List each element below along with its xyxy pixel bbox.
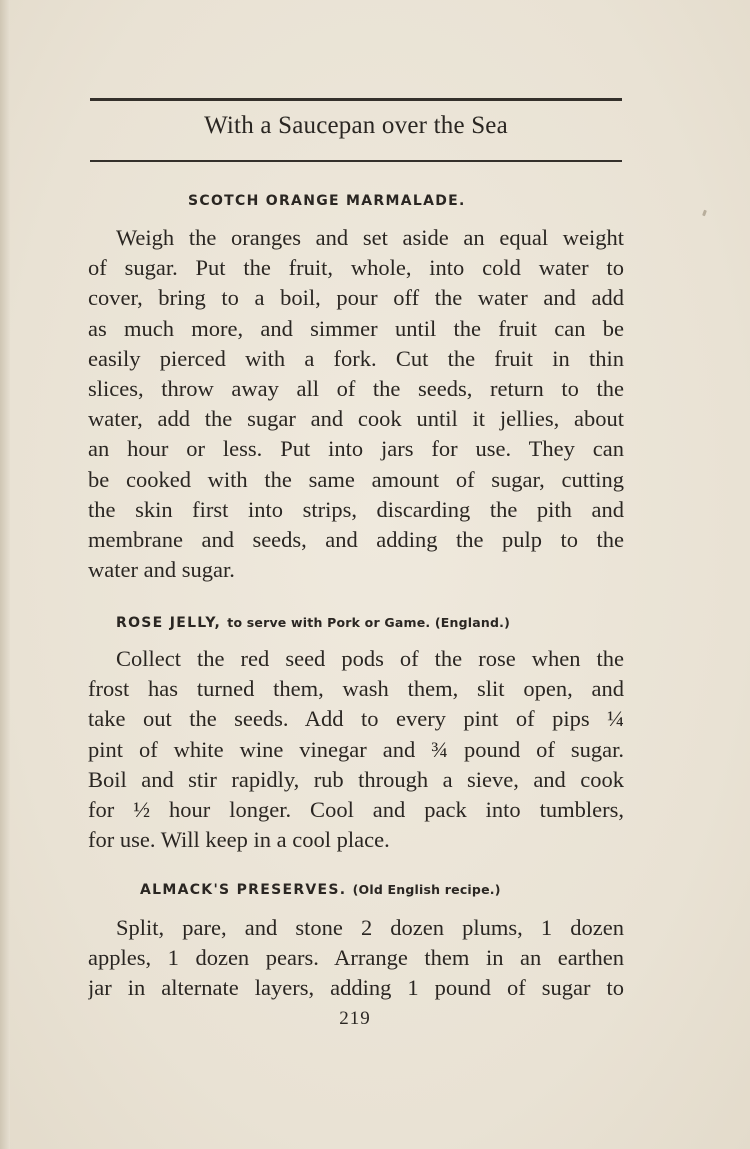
text-line: Collect the red seed pods of the rose when the: [116, 646, 624, 671]
text-line: water, add the sugar and cook until it jellies, about: [88, 406, 624, 432]
recipe-heading-rose-jelly: [116, 615, 510, 631]
header-rule-bottom: [90, 160, 622, 162]
text-line: of sugar. Put the fruit, whole, into cold water to: [88, 255, 624, 281]
paper-speck: [702, 210, 707, 217]
recipe-heading-scotch-orange-marmalade: [188, 193, 466, 209]
recipe-body-scotch-orange-marmalade: [88, 223, 624, 585]
recipe-title: SCOTCH ORANGE MARMALADE.: [188, 193, 466, 209]
text-line: an hour or less. Put into jars for use. They can: [88, 436, 624, 462]
text-line: for ½ hour longer. Cool and pack into tumblers,: [88, 796, 624, 822]
text-line: as much more, and simmer until the fruit can be: [88, 315, 624, 341]
text-line: membrane and seeds, and adding the pulp to the: [88, 526, 624, 552]
text-line: Weigh the oranges and set aside an equal weight: [116, 225, 624, 250]
text-line: cover, bring to a boil, pour off the water and add: [88, 285, 624, 311]
text-line: frost has turned them, wash them, slit open, and: [88, 676, 624, 702]
header-rule-top: [90, 98, 622, 101]
text-line: easily pierced with a fork. Cut the fruit in thin: [88, 345, 624, 371]
page-number: 219: [339, 1008, 371, 1029]
recipe-title: ROSE JELLY,: [116, 615, 222, 631]
recipe-subtitle: to serve with Pork or Game. (England.): [227, 615, 511, 630]
text-line: for use. Will keep in a cool place.: [88, 827, 390, 853]
text-line: slices, throw away all of the seeds, return to the: [88, 375, 624, 401]
text-line: jar in alternate layers, adding 1 pound of sugar to: [88, 975, 624, 1001]
recipe-heading-almacks-preserves: [140, 882, 501, 898]
text-line: apples, 1 dozen pears. Arrange them in an earthen: [88, 945, 624, 971]
text-line: the skin first into strips, discarding the pith and: [88, 496, 624, 522]
text-line: water and sugar.: [88, 557, 235, 583]
recipe-body-almacks-preserves: [88, 913, 624, 1004]
recipe-subtitle: (Old English recipe.): [352, 882, 501, 897]
recipe-title: ALMACK'S PRESERVES.: [140, 882, 347, 898]
text-line: Split, pare, and stone 2 dozen plums, 1 dozen: [116, 915, 624, 940]
text-line: take out the seeds. Add to every pint of pips ¼: [88, 706, 624, 732]
text-line: pint of white wine vinegar and ¾ pound of sugar.: [88, 736, 624, 762]
text-line: be cooked with the same amount of sugar, cutting: [88, 466, 624, 492]
recipe-body-rose-jelly: [88, 644, 624, 855]
text-line: Boil and stir rapidly, rub through a sieve, and cook: [88, 766, 624, 792]
page-gutter-edge: [0, 0, 10, 1149]
running-head: With a Saucepan over the Sea: [204, 112, 508, 139]
